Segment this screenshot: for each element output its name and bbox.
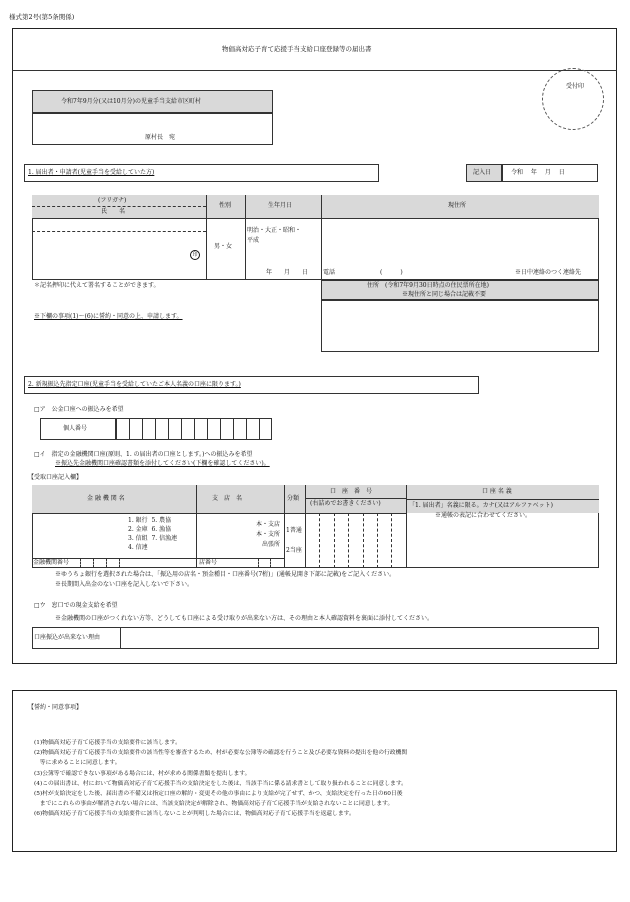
my-number-digit-divider xyxy=(142,418,143,440)
holder-header-line xyxy=(406,499,599,500)
pledge-item: (3)公簿等で確認できない事項がある場合には、村が求める関係書類を提出します。 xyxy=(34,770,251,777)
bank-name-header: 金 融 機 関 名 xyxy=(87,495,125,502)
my-number-digit-divider xyxy=(259,418,260,440)
option-i-note: ※振込先金融機関口座確認書類を添付してください(下欄を確認してください)。 xyxy=(55,460,270,467)
pledge-heading: 【誓約・同意事項】 xyxy=(28,704,83,711)
signature-note: ＊記名押印に代えて署名することができます。 xyxy=(34,282,160,289)
name-input[interactable] xyxy=(32,218,206,280)
seal-mark: 印 xyxy=(190,250,200,260)
option-a-checkbox[interactable]: □ア 公金口座への振込みを希望 xyxy=(34,406,124,413)
account-subheader-line xyxy=(305,498,406,499)
title-divider xyxy=(12,70,617,71)
pledge-list xyxy=(34,738,407,820)
account-digit-divider xyxy=(377,513,378,568)
address-header: 現住所 xyxy=(448,202,467,209)
bank-code-box-2 xyxy=(93,558,94,568)
era-options-line1[interactable]: 明治・大正・昭和・ xyxy=(247,227,302,234)
account-no-subheader: (右詰めでお書きください) xyxy=(310,500,381,507)
account-no-header: 口 座 番 号 xyxy=(330,488,373,495)
my-number-label: 個人番号 xyxy=(63,425,88,432)
col-div-branch xyxy=(196,485,197,568)
account-type-2[interactable]: 2当座 xyxy=(286,547,302,554)
bank-code-box-3 xyxy=(106,558,107,568)
bank-code-box-4 xyxy=(119,558,120,568)
account-digit-divider xyxy=(319,513,320,568)
holder-note2: ※通帳の表記に合わせてください。 xyxy=(435,512,532,519)
bank-type-options[interactable] xyxy=(128,516,177,552)
my-number-digit-divider xyxy=(207,418,208,440)
branch-type-options[interactable] xyxy=(248,520,280,550)
pledge-item: (2)物価高対応子育て応援手当の支給要件の該当性等を審査するため、村が必要な公簿等の確認を行うこと及び必要な資料の提出を他の行政機関 xyxy=(34,750,408,757)
phone-note: ※日中連絡のつく連絡先 xyxy=(515,269,582,276)
pledge-item: (6)物価高対応子育て応援手当の支給要件に該当しないことが判明した場合には、物価高対応子育て応援手当を返還します。 xyxy=(34,811,355,818)
phone-input[interactable]: ( ) xyxy=(380,269,403,276)
my-number-digit-divider xyxy=(168,418,169,440)
no-long-term-note: ※長期間入出金のない口座を記入しないで下さい。 xyxy=(55,581,194,588)
bank-type-5[interactable]: 5. 農協 xyxy=(151,517,172,524)
col-div-type xyxy=(284,485,285,568)
branch-type-1[interactable]: 本・支店 xyxy=(255,521,280,528)
residence-input[interactable] xyxy=(321,300,599,352)
branch-name-header: 支 店 名 xyxy=(212,495,243,502)
col-div-holder xyxy=(406,485,407,568)
sex-header: 性別 xyxy=(219,202,232,209)
account-digit-divider xyxy=(334,513,335,568)
account-digit-divider xyxy=(363,513,364,568)
pledge-item: (4)この届出書は、村において物価高対応子育て応援手当の支給決定をした後は、当該手当に係る請求書として取り扱われることに同意します。 xyxy=(34,780,407,787)
bank-type-2[interactable]: 2. 金庫 xyxy=(128,526,148,533)
pledge-item: (5)村が支給決定をした後、届出書の不備又は指定口座の解約・変更その他の事由により支給が完了せず、かつ、支給決定を行った日の60日後 xyxy=(34,791,403,798)
branch-type-3[interactable]: 出張所 xyxy=(261,541,280,548)
my-number-digit-divider xyxy=(220,418,221,440)
form-number: 様式第2号(第5条関係) xyxy=(9,13,75,21)
bank-type-7[interactable]: 7. 信漁連 xyxy=(151,535,178,542)
my-number-digit-divider xyxy=(181,418,182,440)
option-u-checkbox[interactable]: □ウ 窓口での現金支給を希望 xyxy=(34,602,118,609)
bank-header-line xyxy=(32,513,406,514)
bank-code-line xyxy=(32,558,284,559)
bank-section-label: 【受取口座記入欄】 xyxy=(28,474,83,481)
account-digit-divider xyxy=(348,513,349,568)
bank-type-4[interactable]: 4. 信連 xyxy=(128,544,148,551)
birth-header: 生年月日 xyxy=(268,202,293,209)
section2-heading: 2. 新規振込先指定口座(児童手当を受給していたご本人名義の口座に限ります。) xyxy=(28,381,241,388)
account-digit-divider xyxy=(391,513,392,568)
branch-type-2[interactable]: 本・支所 xyxy=(255,531,280,538)
reception-stamp-area xyxy=(542,68,604,130)
pledge-item: までにこれらの事由が解消されない場合には、当該支給決定が解除され、物価高対応子育て応援手当が支給されないことに同意します。 xyxy=(34,801,394,808)
addressee-header: 令和7年9月分(又は10月分)の児童手当支給市区町村 xyxy=(61,98,201,105)
col-divider-sex xyxy=(206,195,207,280)
bank-type-6[interactable]: 6. 漁協 xyxy=(151,526,172,533)
branch-code-box-1 xyxy=(258,558,259,568)
account-type-1[interactable]: 1普通 xyxy=(286,527,302,534)
reason-label: 口座振込が出来ない理由 xyxy=(34,634,101,641)
reception-label: 受付印 xyxy=(566,83,585,90)
my-number-digit-divider xyxy=(194,418,195,440)
furigana-header: (フリガナ) xyxy=(98,197,127,204)
addressee-name: 原村長 宛 xyxy=(145,134,176,141)
bank-type-1[interactable]: 1. 銀行 xyxy=(128,517,148,524)
reason-input[interactable] xyxy=(121,628,598,648)
entry-date-label: 記入日 xyxy=(473,169,492,176)
form-title: 物価高対応子育て応援手当支給口座登録等の届出書 xyxy=(222,45,372,53)
option-u-note: ※金融機関の口座がつくれない方等、どうしても口座による受け取りが出来ない方は、その理由と本人確認資料を裏面に添付してください。 xyxy=(55,615,434,622)
section1-heading: 1. 届出者・申請者(児童手当を受給していた方) xyxy=(28,169,155,176)
era-options-line2[interactable]: 平成 xyxy=(247,237,260,244)
holder-header: 口 座 名 義 xyxy=(482,488,512,495)
pledge-item: (1)物価高対応子育て応援手当の支給要件に該当します。 xyxy=(34,740,181,746)
entry-date-value: 令和 年 月 日 xyxy=(511,169,565,176)
pledge-item: 等に求めることに同意します。 xyxy=(34,760,121,767)
branch-code-box-2 xyxy=(270,558,271,568)
bank-type-3[interactable]: 3. 信組 xyxy=(128,535,148,542)
address-input[interactable] xyxy=(321,218,599,268)
pledge-agreement-line: ※下欄の事項(1)～(6)に誓約・同意の上、申請します。 xyxy=(34,313,183,320)
branch-code-label: 店番号 xyxy=(199,559,218,566)
residence-label: 住所 (令和7年9月30日時点の住民票所在地) xyxy=(367,282,489,289)
option-i-checkbox[interactable]: □イ 指定の金融機関口座(原則、1. の届出者の口座とします。)への振込みを希望 xyxy=(34,451,253,458)
holder-note1: 「1. 届出者」名義に限る。カナ(又はアルファベット) xyxy=(409,502,553,509)
birth-date-units: 年 月 日 xyxy=(266,269,309,276)
yucho-note: ※ゆうちょ銀行を選択された場合は、「振込用の店名・預金種目・口座番号(7桁)」(通帳見開き下部に記載)をご記入ください。 xyxy=(55,571,396,578)
my-number-digit-divider xyxy=(233,418,234,440)
my-number-digit-divider xyxy=(155,418,156,440)
type-header: 分類 xyxy=(287,495,300,502)
residence-note: ※現住所と同じ場合は記載不要 xyxy=(402,291,487,298)
bank-code-box-1 xyxy=(80,558,81,568)
furigana-divider xyxy=(32,206,206,207)
col-divider-birth xyxy=(245,195,246,280)
phone-label: 電話 xyxy=(323,269,336,276)
sex-options[interactable]: 男・女 xyxy=(214,243,233,250)
my-number-digit-divider xyxy=(129,418,130,440)
name-header: 氏 名 xyxy=(101,208,126,215)
my-number-digit-divider xyxy=(246,418,247,440)
bank-code-label: 金融機関番号 xyxy=(33,559,70,566)
